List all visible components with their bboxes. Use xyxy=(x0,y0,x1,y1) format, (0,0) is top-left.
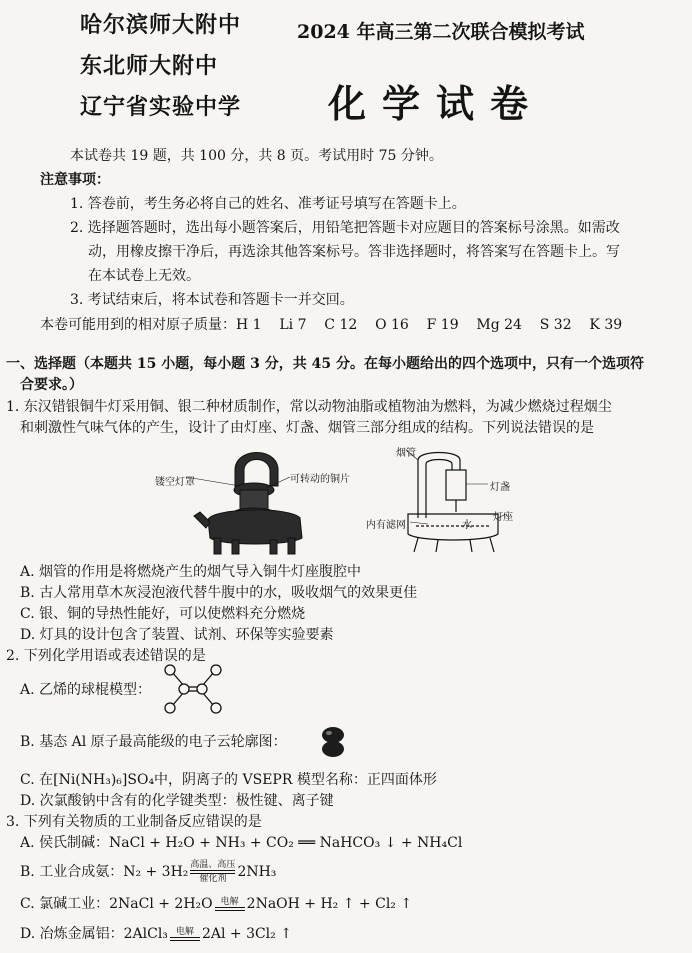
ox-lamp-schematic-figure xyxy=(398,448,520,556)
section-heading-cont: 合要求。） xyxy=(20,377,83,393)
ox-lamp-photo-figure xyxy=(150,442,350,558)
q2-option-a: A. 乙烯的球棍模型： xyxy=(20,682,152,698)
subject-title: 化学试卷 xyxy=(328,82,545,126)
figure-label-lamp-base: 灯座 xyxy=(493,512,513,523)
q3-b-condition xyxy=(190,860,235,884)
notice-title: 注意事项： xyxy=(40,172,110,188)
q3-c-condition xyxy=(215,897,245,911)
notice-item-2-cont: 动，用橡皮擦干净后，再选涂其他答案标号。答非选择题时，将答案写在答题卡上。写 xyxy=(88,244,620,260)
q3-option-a: A. 侯氏制碱：NaCl + H₂O + NH₃ + CO₂ ══ NaHCO₃ ↓ + NH₄Cl xyxy=(20,835,463,851)
q1-option-b: B. 古人常用草木灰浸泡液代替牛腹中的水，吸收烟气的效果更佳 xyxy=(20,585,418,601)
q2-option-c: C. 在[Ni(NH₃)₆]SO₄中，阴离子的 VSEPR 模型名称：正四面体形 xyxy=(20,772,437,788)
q1-option-c: C. 银、铜的导热性能好，可以使燃料充分燃烧 xyxy=(20,606,306,622)
q1-stem: 1. 东汉错银铜牛灯采用铜、银二种材质制作，常以动物油脂或植物油为燃料，为减少燃烧过程烟尘 xyxy=(6,399,612,415)
figure-label-water: 水 xyxy=(462,520,472,531)
q2-stem: 2. 下列化学用语或表述错误的是 xyxy=(6,648,206,664)
notice-item-3: 3. 考试结束后，将本试卷和答题卡一并交回。 xyxy=(70,292,354,308)
figure-label-rotatable-plate: 可转动的铜片 xyxy=(290,474,350,485)
q3-b-products: 2NH₃ xyxy=(237,864,277,880)
q3-c-reactants: C. 氯碱工业：2NaCl + 2H₂O xyxy=(20,896,213,912)
q1-stem-cont: 和刺激性气味气体的产生，设计了由灯座、灯盏、烟管三部分组成的结构。下列说法错误的是 xyxy=(20,420,594,436)
notice-item-1: 1. 答卷前，考生务必将自己的姓名、准考证号填写在答题卡上。 xyxy=(70,196,466,212)
school-name-1: 哈尔滨师大附中 xyxy=(80,13,242,38)
q1-option-d: D. 灯具的设计包含了装置、试剂、环保等实验要素 xyxy=(20,627,334,643)
exam-title: 2024 年高三第二次联合模拟考试 xyxy=(297,21,585,43)
q2-option-b: B. 基态 Al 原子最高能级的电子云轮廓图： xyxy=(20,734,287,750)
school-name-2: 东北师大附中 xyxy=(80,54,219,79)
figure-label-hollow-shade: 镂空灯罩 xyxy=(155,477,195,488)
figure-label-filter: 内有滤网 xyxy=(366,520,406,531)
atomic-masses: 本卷可能用到的相对原子质量：H 1 Li 7 C 12 O 16 F 19 Mg 24 S 32 K 39 xyxy=(40,317,623,333)
figure-label-chimney: 烟管 xyxy=(396,448,416,459)
ethylene-ball-stick-model xyxy=(162,664,224,714)
q3-b-cond-top: 高温、高压 xyxy=(190,860,236,870)
figure-label-lamp-cup: 灯盏 xyxy=(490,482,510,493)
q3-d-products: 2Al + 3Cl₂ ↑ xyxy=(201,926,292,942)
q3-c-products: 2NaOH + H₂ ↑ + Cl₂ ↑ xyxy=(246,896,413,912)
p-orbital-dumbbell-figure xyxy=(318,726,348,758)
section-heading: 一、选择题（本题共 15 小题，每小题 3 分，共 45 分。在每小题给出的四个选项中，只有一个选项符 xyxy=(6,356,644,372)
notice-item-2: 2. 选择题答题时，选出每小题答案后，用铅笔把答题卡对应题目的答案标号涂黑。如需改 xyxy=(70,220,620,236)
notice-item-2-cont2: 在本试卷上无效。 xyxy=(88,268,200,284)
q1-option-a: A. 烟管的作用是将燃烧产生的烟气导入铜牛灯座腹腔中 xyxy=(20,564,362,580)
q3-option-b xyxy=(20,860,276,884)
q3-option-d xyxy=(20,924,292,945)
q3-b-cond-bottom: 催化剂 xyxy=(199,874,227,884)
q3-stem: 3. 下列有关物质的工业制备反应错误的是 xyxy=(6,814,262,830)
q3-d-reactants: D. 冶炼金属铝：2AlCl₃ xyxy=(20,926,168,942)
q3-option-c xyxy=(20,894,412,915)
q2-option-d: D. 次氯酸钠中含有的化学键类型：极性键、离子键 xyxy=(20,793,334,809)
q3-c-cond-top: 电解 xyxy=(220,897,239,907)
q3-d-condition xyxy=(170,927,200,941)
school-name-3: 辽宁省实验中学 xyxy=(80,95,242,120)
exam-intro: 本试卷共 19 题，共 100 分，共 8 页。考试用时 75 分钟。 xyxy=(70,148,443,164)
q3-b-reactants: B. 工业合成氨：N₂ + 3H₂ xyxy=(20,864,189,880)
q3-d-cond-top: 电解 xyxy=(175,927,194,937)
